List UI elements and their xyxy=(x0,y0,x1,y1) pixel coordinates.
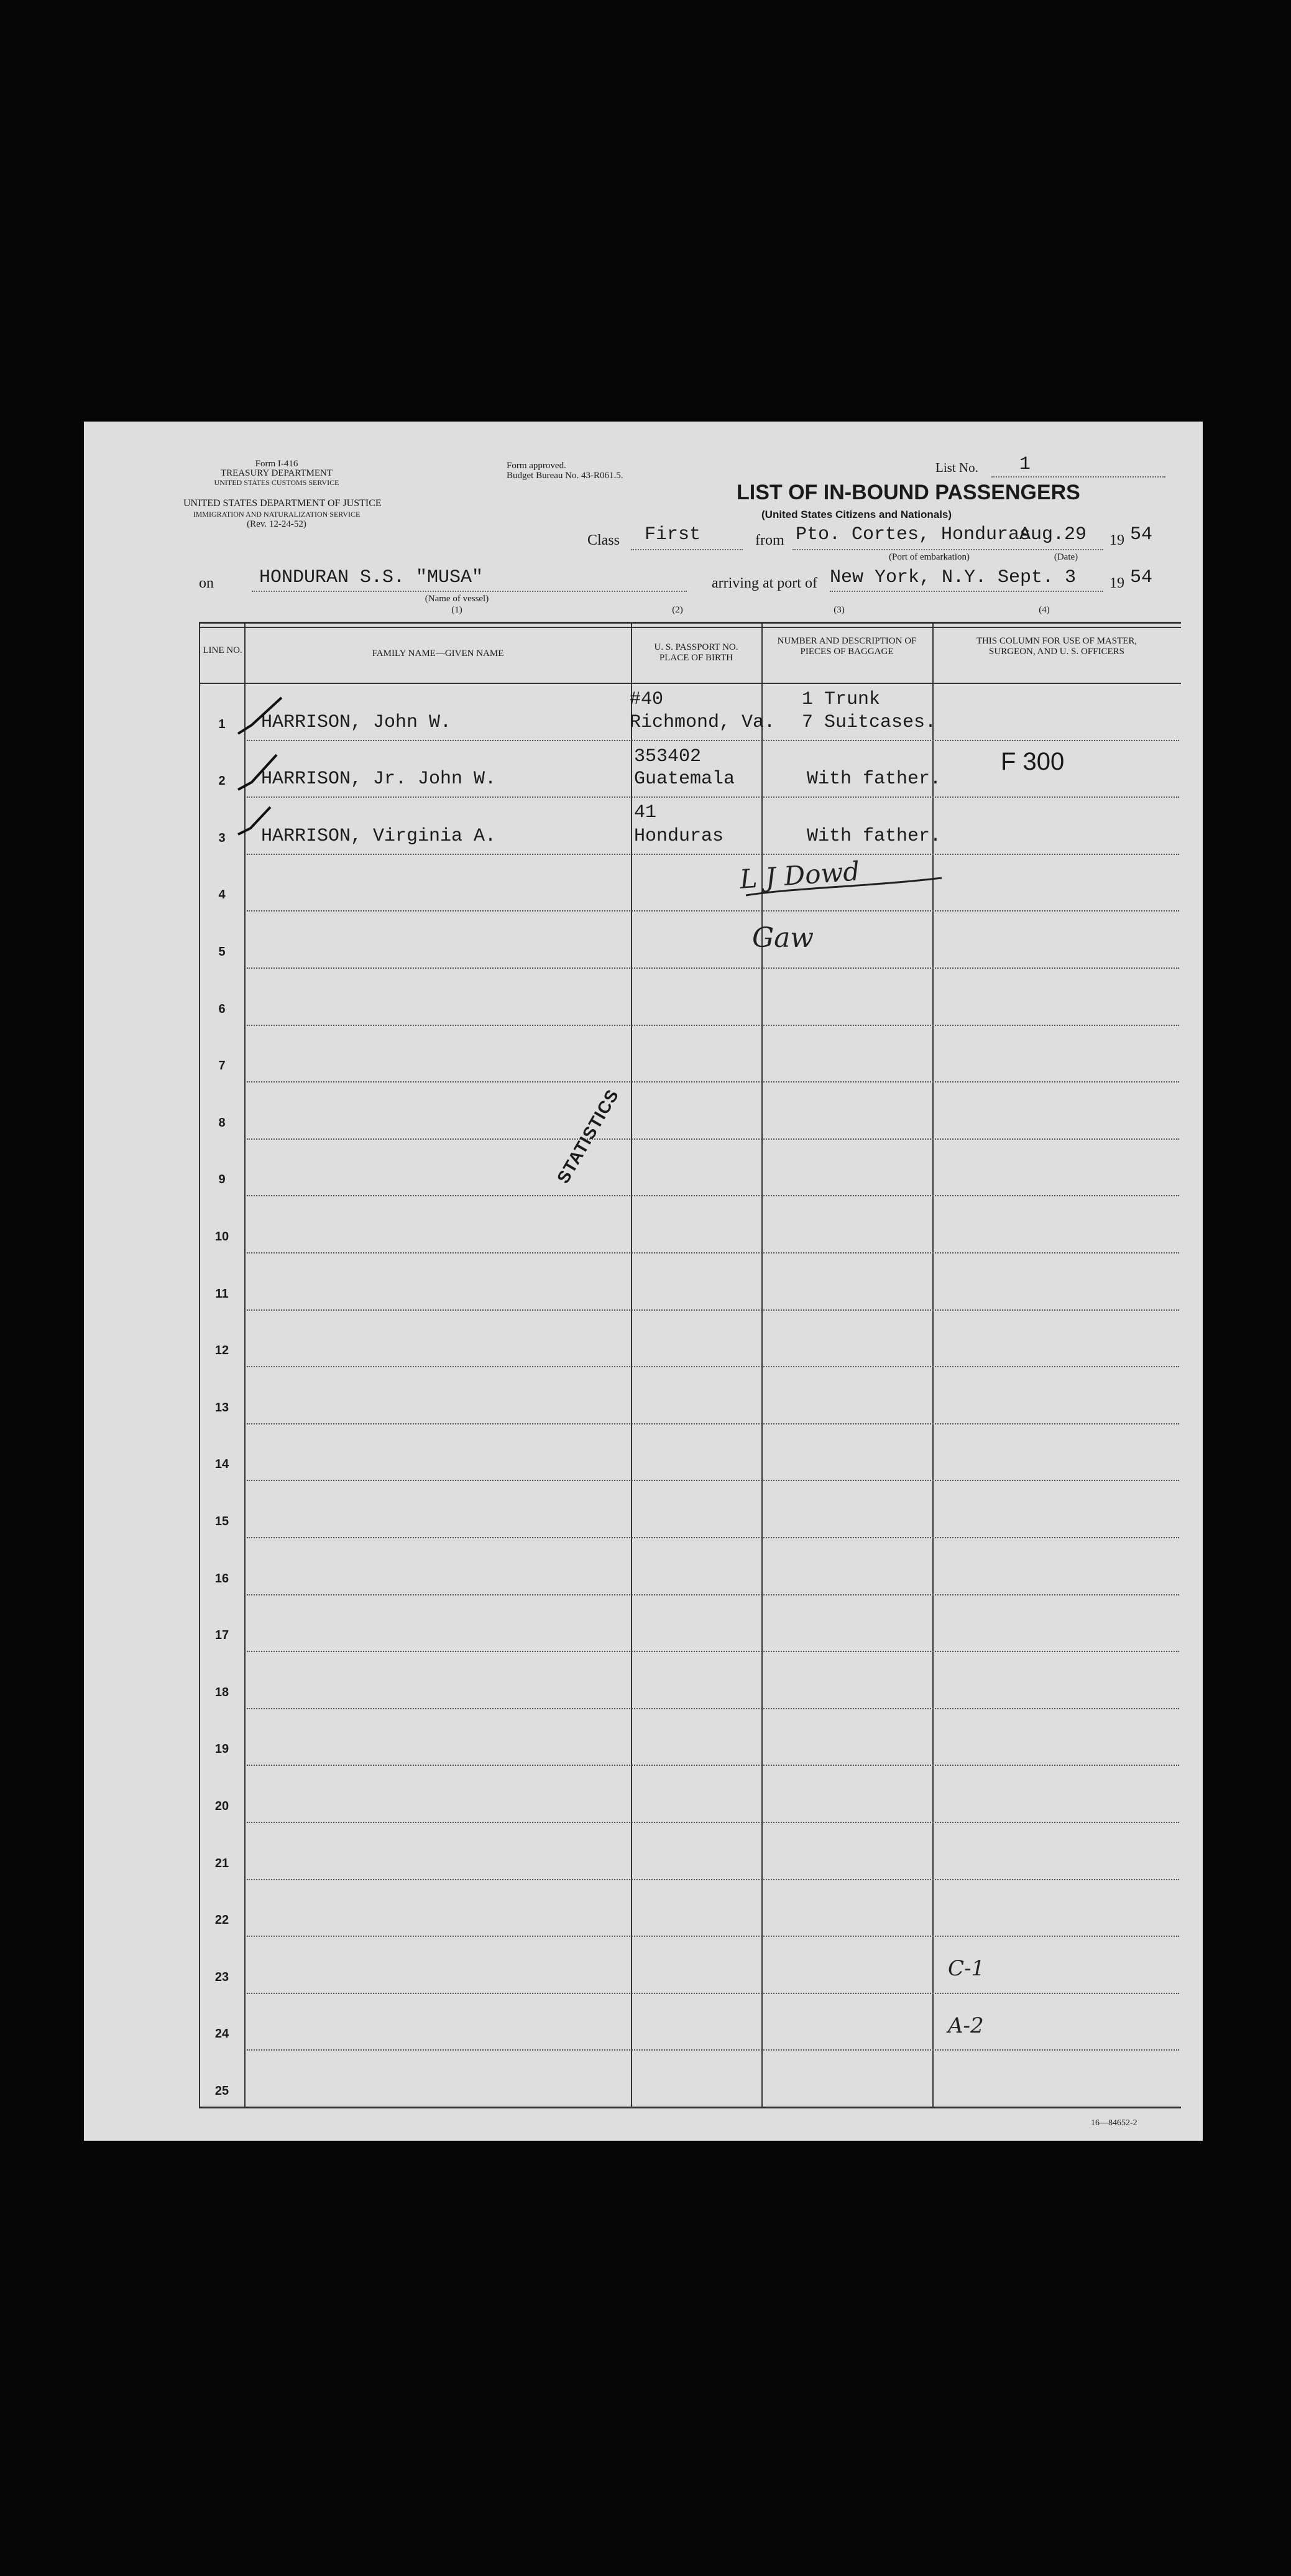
row-rule xyxy=(247,854,1179,855)
row-rule xyxy=(247,910,1179,912)
mark-c1: C-1 xyxy=(948,1956,985,1981)
row3-baggage: With father. xyxy=(807,826,942,847)
signature-dowd: L J Dowd xyxy=(738,856,861,895)
class-line xyxy=(631,549,743,550)
on-label: on xyxy=(199,575,214,591)
from-line xyxy=(793,549,1103,550)
arrival-port: New York, N.Y. xyxy=(830,567,987,588)
row1-passport: #40 xyxy=(630,689,664,710)
row-rule xyxy=(247,1195,1179,1196)
row-rule xyxy=(247,740,1179,741)
row-rule xyxy=(247,1081,1179,1083)
row3-passport: 41 xyxy=(634,802,657,823)
line-number: 13 xyxy=(214,1400,229,1415)
arrival-date: Sept. 3 xyxy=(998,567,1077,588)
col-header-passport: U. S. PASSPORT NO. PLACE OF BIRTH xyxy=(654,642,738,663)
row-rule xyxy=(247,1879,1179,1880)
footer-code: 16—84652-2 xyxy=(1091,2118,1137,2128)
vessel-caption-num: (1) xyxy=(451,605,462,615)
port-caption: (Port of embarkation) xyxy=(889,552,970,562)
budget-bureau: Budget Bureau No. 43-R061.5. xyxy=(507,471,623,481)
row-rule xyxy=(247,1936,1179,1937)
ins-service: IMMIGRATION AND NATURALIZATION SERVICE xyxy=(193,510,361,519)
col4-num-top: (4) xyxy=(1039,605,1050,615)
signature-gaw: Gaw xyxy=(752,922,814,954)
check-mark-icon xyxy=(233,802,289,839)
form-approved: Form approved. xyxy=(507,461,566,471)
embarkation-date: Aug.29 xyxy=(1019,524,1087,545)
justice-department: UNITED STATES DEPARTMENT OF JUSTICE xyxy=(183,498,382,509)
treasury-department: TREASURY DEPARTMENT xyxy=(220,468,333,478)
check-mark-icon xyxy=(233,695,289,739)
embarkation-port: Pto. Cortes, Honduras xyxy=(796,524,1031,545)
row-rule xyxy=(247,1708,1179,1709)
vessel-caption: (Name of vessel) xyxy=(425,594,489,604)
date-caption: (Date) xyxy=(1054,552,1078,562)
from-label: from xyxy=(755,532,784,548)
arrival-year: 54 xyxy=(1130,567,1153,588)
row-rule xyxy=(247,1822,1179,1823)
line-number: 14 xyxy=(214,1457,229,1472)
class-label: Class xyxy=(587,532,620,548)
form-subtitle: (United States Citizens and Nationals) xyxy=(761,509,952,520)
line-number: 17 xyxy=(214,1628,229,1643)
line-number: 8 xyxy=(218,1115,226,1130)
row-rule xyxy=(247,2049,1179,2051)
line-number: 20 xyxy=(214,1799,229,1813)
customs-service: UNITED STATES CUSTOMS SERVICE xyxy=(214,478,339,487)
line-number: 1 xyxy=(218,717,226,731)
row2-passport: 353402 xyxy=(634,746,702,767)
line-number: 18 xyxy=(214,1685,229,1699)
row-rule xyxy=(247,1423,1179,1424)
row-rule xyxy=(247,1025,1179,1026)
row1-baggage-1: 1 Trunk xyxy=(802,689,881,710)
row2-name: HARRISON, Jr. John W. xyxy=(261,769,497,790)
line-number: 21 xyxy=(214,1856,229,1870)
row2-birthplace: Guatemala xyxy=(634,769,735,790)
row-rule xyxy=(247,796,1179,798)
line-number: 12 xyxy=(214,1344,229,1358)
col-header-baggage: NUMBER AND DESCRIPTION OF PIECES OF BAGGAGE xyxy=(777,636,917,657)
table-top-rule-2 xyxy=(199,627,1181,628)
row3-birthplace: Honduras xyxy=(634,826,724,847)
signature-underline xyxy=(743,875,948,900)
col-header-line-no: LINE NO. xyxy=(203,645,242,655)
col-header-officers: THIS COLUMN FOR USE OF MASTER, SURGEON, AND U. S. OFFICERS xyxy=(976,636,1137,657)
line-number: 15 xyxy=(214,1515,229,1528)
row-rule xyxy=(247,1138,1179,1140)
form-title: LIST OF IN-BOUND PASSENGERS xyxy=(737,481,1080,504)
arrival-year-prefix: 19 xyxy=(1110,575,1124,591)
passport-divider xyxy=(761,622,763,2108)
line-number: 3 xyxy=(218,831,226,845)
table-left-border xyxy=(199,622,200,2108)
row-rule xyxy=(247,1309,1179,1311)
row-rule xyxy=(247,1651,1179,1652)
line-number: 11 xyxy=(215,1286,229,1301)
line-number: 24 xyxy=(214,2027,229,2041)
arriving-label: arriving at port of xyxy=(712,575,817,591)
row-rule xyxy=(247,1537,1179,1538)
line-number: 5 xyxy=(218,945,226,959)
table-bottom-rule xyxy=(199,2107,1181,2108)
revision-date: (Rev. 12-24-52) xyxy=(247,519,306,529)
vessel-line xyxy=(252,591,687,592)
col2-num-top: (2) xyxy=(672,605,683,615)
row-rule xyxy=(247,1366,1179,1367)
arrival-line xyxy=(830,591,1103,592)
row1-birthplace: Richmond, Va. xyxy=(630,712,776,733)
name-divider xyxy=(631,622,632,2108)
line-number: 16 xyxy=(214,1571,229,1586)
row1-name: HARRISON, John W. xyxy=(261,712,452,733)
list-no-value: 1 xyxy=(1019,454,1031,475)
line-number: 22 xyxy=(214,1913,229,1927)
row3-name: HARRISON, Virginia A. xyxy=(261,826,497,847)
row-rule xyxy=(247,1480,1179,1481)
table-top-rule xyxy=(199,622,1181,624)
row-rule xyxy=(247,1594,1179,1595)
vessel-name: HONDURAN S.S. "MUSA" xyxy=(259,567,484,588)
statistics-stamp: STATISTICS xyxy=(553,1086,623,1187)
list-no-label: List No. xyxy=(935,460,978,475)
form-number: Form I-416 xyxy=(255,459,298,469)
line-number: 25 xyxy=(214,2084,229,2098)
col3-num-top: (3) xyxy=(834,605,845,615)
col-header-name: FAMILY NAME—GIVEN NAME xyxy=(372,649,504,658)
line-no-divider xyxy=(244,622,246,2108)
line-number: 9 xyxy=(218,1173,226,1187)
line-number: 10 xyxy=(214,1230,229,1244)
class-value: First xyxy=(645,524,701,545)
line-number: 7 xyxy=(218,1059,226,1073)
row2-baggage: With father. xyxy=(807,769,942,790)
line-number: 6 xyxy=(218,1002,226,1016)
row-rule xyxy=(247,1252,1179,1253)
line-number: 4 xyxy=(218,888,226,902)
manifest-form xyxy=(84,422,1203,2141)
row2-officer-note: F 300 xyxy=(1001,748,1065,775)
line-number: 19 xyxy=(214,1742,229,1757)
line-number: 23 xyxy=(214,1970,229,1984)
list-no-line xyxy=(991,476,1165,478)
row-rule xyxy=(247,967,1179,969)
line-number: 2 xyxy=(218,774,226,788)
row1-baggage-2: 7 Suitcases. xyxy=(802,712,937,733)
embarkation-year: 54 xyxy=(1130,524,1153,545)
check-mark-icon xyxy=(233,751,289,795)
row-rule xyxy=(247,1993,1179,1994)
table-header-rule xyxy=(199,683,1181,684)
embarkation-year-prefix: 19 xyxy=(1110,532,1124,548)
mark-a2: A-2 xyxy=(948,2013,984,2038)
row-rule xyxy=(247,1765,1179,1766)
